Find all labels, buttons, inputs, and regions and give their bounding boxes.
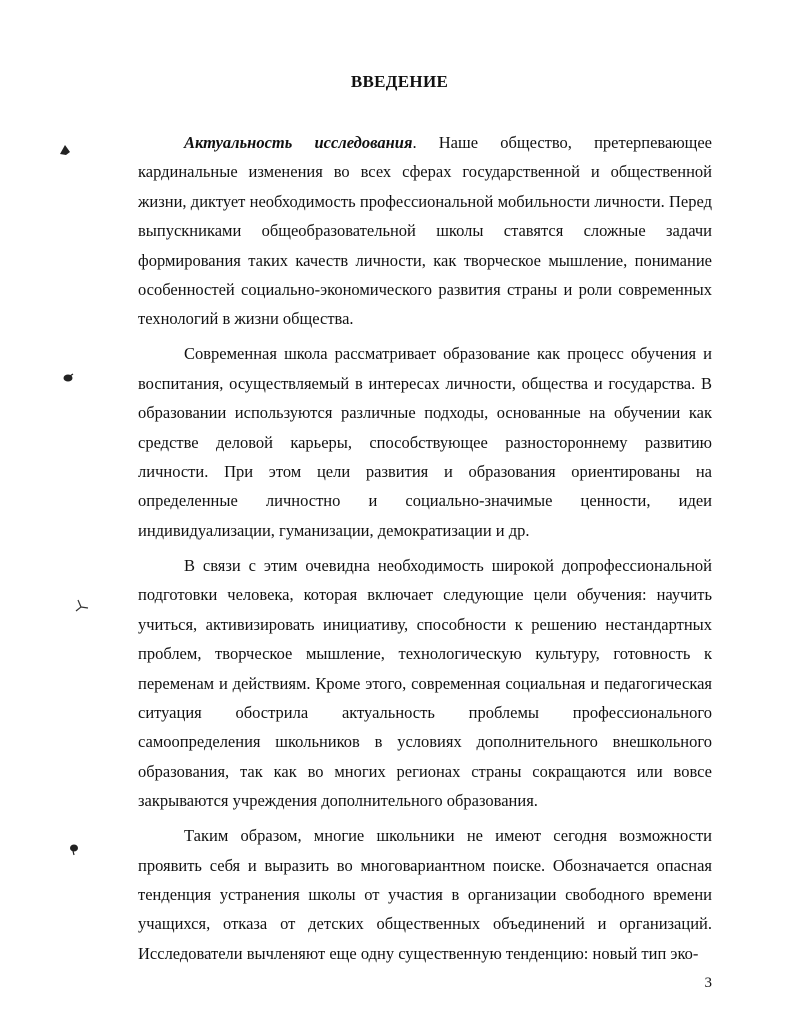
margin-mark-3 <box>74 598 90 614</box>
page-number: 3 <box>704 975 712 991</box>
paragraph-lead: Актуальность исследования <box>184 133 413 152</box>
paragraph: Таким образом, многие школьники не имеют сегодня возможности проявить себя и выразить во многовариантном поиске. Обозначается опасная тенденция устранения школы от участия в организации свободного времени учащихся, отказа от детских общественных объединений и организаций. Исследователи вычленяют еще одну существенную тенденцию: новый тип эко- <box>138 826 712 963</box>
body-text <box>138 128 712 974</box>
paragraph: Современная школа рассматривает образование как процесс обучения и воспитания, осуществляемый в интересах личности, общества и государства. В образовании используются различные подходы, основанные на обучении как средстве деловой карьеры, способствующее разностороннему развитию личности. При этом цели развития и образования ориентированы на определенные личностно и социально-значимые ценности, идеи индивидуализации, гуманизации, демократизации и др. <box>138 344 712 540</box>
margin-mark-2 <box>62 372 74 384</box>
margin-mark-4 <box>68 842 80 856</box>
margin-mark-1 <box>58 143 72 157</box>
page-title: ВВЕДЕНИЕ <box>350 72 449 91</box>
paragraph: В связи с этим очевидна необходимость широкой допрофессиональной подготовки человека, которая включает следующие цели обучения: научить учиться, активизировать инициативу, способности к решению нестандартных проблем, творческое мышление, технологическую культуру, готовность к переменам и действиям. Кроме этого, современная социальная и педагогическая ситуация обострила актуальность проблемы профессионального самоопределения школьников в условиях дополнительного внешкольного образования, так как во многих регионах страны сокращаются или вовсе закрываются учреждения дополнительного образования. <box>138 555 712 811</box>
paragraph <box>138 128 712 334</box>
paragraph-text: . Наше общество, претерпевающее кардинальные изменения во всех сферах государственной и общественной жизни, диктует необходимость профессиональной мобильности личности. Перед выпускниками общеобразовательной школы ставятся сложные задачи формирования таких качеств личности, как творческое мышление, понимание особенностей социально-экономического развития страны и роли современных технологий в жизни общества. <box>138 133 713 329</box>
